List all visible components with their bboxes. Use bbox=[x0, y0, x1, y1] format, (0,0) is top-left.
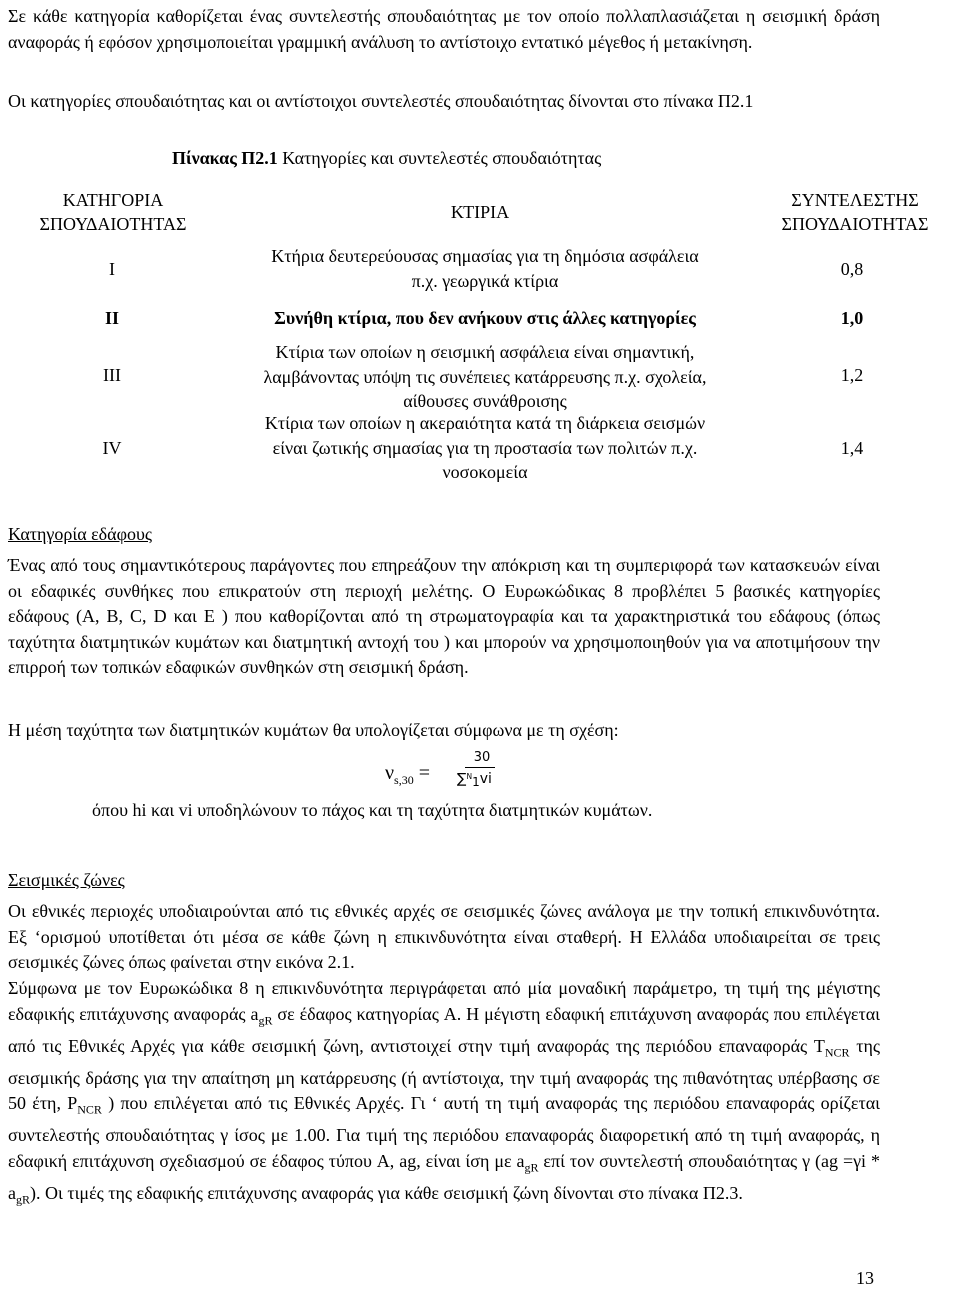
subscript: gR bbox=[16, 1192, 31, 1207]
formula-lhs bbox=[385, 762, 430, 788]
row-text-line: Κτίρια των οποίων η σεισμική ασφάλεια είναι σημαντική, bbox=[275, 342, 695, 362]
soil-category-heading: Κατηγορία εδάφους bbox=[8, 524, 153, 544]
row-text-line: είναι ζωτικής σημασίας για τη προστασία των πολιτών π.χ. bbox=[272, 437, 698, 458]
table-row-factor: 0,8 bbox=[840, 259, 864, 279]
page-number: 13 bbox=[856, 1268, 874, 1288]
row-text-line: π.χ. γεωργικά κτίρια bbox=[411, 270, 559, 291]
table-row-description bbox=[215, 411, 755, 485]
table-row-category: II bbox=[104, 308, 119, 328]
intro-paragraph-1: Σε κάθε κατηγορία καθορίζεται ένας συντελεστής σπουδαιότητας με τον οποίο πολλαπλασιάζεται η σεισμική δράση αναφοράς ή εφόσον χρησιμοποιείται γραμμική ανάλυση το αντίστοιχο εντατικό μέγεθος ή μετακίνηση. bbox=[8, 6, 880, 52]
table-row-factor: 1,2 bbox=[840, 365, 864, 385]
table-row-factor: 1,4 bbox=[840, 438, 864, 458]
text-run: ). Οι τιμές της εδαφικής επιτάχυνσης αναφοράς για κάθε σεισμική ζώνη δίνονται στο πίνακα Π2.3. bbox=[30, 1182, 743, 1203]
header-buildings: ΚΤΙΡΙΑ bbox=[450, 202, 510, 222]
header-factor-line1: ΣΥΝΤΕΛΕΣΤΗΣ bbox=[791, 190, 919, 210]
sum-symbol: ∑ bbox=[457, 771, 467, 787]
text-run: της σεισμικής δράσης για την απαίτηση μη κατάρρευσης (ή αντίστοιχα, την τιμή αναφοράς της πιθανότητας υπέρβασης σε 50 έτη, P bbox=[8, 1035, 880, 1114]
table-row-description bbox=[215, 340, 755, 414]
header-category bbox=[20, 188, 206, 236]
row-text-line: αίθουσες συνάθροισης bbox=[403, 391, 567, 411]
sum-lower: 1 bbox=[472, 774, 480, 789]
subscript: NCR bbox=[77, 1102, 102, 1117]
row-text-line: Κτήρια δευτερεύουσας σημασίας για τη δημόσια ασφάλεια bbox=[271, 246, 699, 266]
table-title bbox=[172, 148, 601, 169]
sum-upper: N bbox=[466, 772, 473, 781]
table-title-label: Πίνακας Π2.1 bbox=[172, 148, 278, 168]
table-row-description: Συνήθη κτίρια, που δεν ανήκουν στις άλλες κατηγορίες bbox=[274, 308, 696, 328]
soil-paragraph-1: Ένας από τους σημαντικότερους παράγοντες που επηρεάζουν την απόκριση και τη συμπεριφορά των κατασκευών είναι οι εδαφικές συνθήκες που επικρατούν στη περιοχή μελέτης. Ο Ευρωκώδικας 8 προβλέπει 5 βασικές κατηγορίες εδάφους (A, B, C, D και E ) που καθορίζονται από τη στρωματογραφία και τα χαρακτηριστικά του εδάφους (όπως ταχύτητα διατμητικών κυμάτων και διατμητική αντοχή του ) και μπορούν να χρησιμοποιηθούν για να αποτιμήσουν την επιρροή των τοπικών εδαφικών συνθηκών στη σεισμική δράση. bbox=[8, 555, 880, 677]
sum-variable: vi bbox=[479, 771, 492, 787]
row-text-line: λαμβάνοντας υπόψη τις συνέπειες κατάρρευσης π.χ. σχολεία, bbox=[263, 366, 707, 387]
zones-paragraph-1: Οι εθνικές περιοχές υποδιαιρούνται από τις εθνικές αρχές σε σεισμικές ζώνες ανάλογα με την τοπική επικινδυνότητα. Εξ ‘ορισμού υποτίθεται ότι μέσα σε κάθε ζώνη η επικινδυνότητα είναι σταθερή. Η Ελλάδα υποδιαιρείται σε τρεις σεισμικές ζώνες όπως φαίνεται στην εικόνα 2.1. bbox=[8, 901, 880, 972]
subscript: NCR bbox=[824, 1045, 850, 1060]
intro-paragraph-2: Οι κατηγορίες σπουδαιότητας και οι αντίστοιχοι συντελεστές σπουδαιότητας δίνονται στο πίνακα Π2.1 bbox=[8, 91, 754, 111]
header-factor bbox=[755, 188, 955, 236]
zones-paragraph-2 bbox=[8, 976, 880, 1213]
formula-equals: = bbox=[413, 762, 430, 784]
formula-numerator: 30 bbox=[473, 750, 491, 765]
table-row-category: III bbox=[103, 365, 121, 385]
table-title-text: Κατηγορίες και συντελεστές σπουδαιότητας bbox=[277, 148, 602, 168]
formula-symbol: ν bbox=[385, 762, 395, 784]
formula-denominator bbox=[457, 771, 492, 789]
header-category-line2: ΣΠΟΥΔΑΙΟΤΗΤΑΣ bbox=[39, 214, 187, 234]
table-row-description bbox=[215, 244, 755, 293]
header-factor-line2: ΣΠΟΥΔΑΙΟΤΗΤΑΣ bbox=[781, 214, 929, 234]
formula-note: όπου hi και vi υποδηλώνουν το πάχος και τη ταχύτητα διατμητικών κυμάτων. bbox=[92, 800, 653, 820]
row-text-line: νοσοκομεία bbox=[442, 462, 528, 482]
text-run: σε έδαφος κατηγορίας A. Η μέγιστη εδαφική επιτάχυνση αναφοράς που επιλέγεται από τις Εθνικές Αρχές για κάθε σεισμική ζώνη, αντιστοιχεί στην τιμή αναφοράς της περιόδου επαναφοράς T bbox=[8, 1003, 881, 1056]
row-text-line: Κτίρια των οποίων η ακεραιότητα κατά τη διάρκεια σεισμών bbox=[264, 413, 706, 433]
table-row-category: IV bbox=[102, 438, 122, 458]
subscript: gR bbox=[524, 1160, 539, 1175]
text-run: Σύμφωνα με τον Ευρωκώδικα 8 η επικινδυνότητα περιγράφεται από μία μοναδική παράμετρο, τη τιμή της μέγιστης εδαφικής επιτάχυνσης αναφοράς a bbox=[8, 978, 880, 1024]
seismic-zones-heading: Σεισμικές ζώνες bbox=[8, 870, 125, 890]
formula-subscript: s,30 bbox=[394, 773, 414, 787]
text-run: επί τον συντελεστή σπουδαιότητας γ (ag =γi * a bbox=[8, 1150, 880, 1203]
text-run: ) που επιλέγεται από τις Εθνικές Αρχές. Γι ‘ αυτή τη τιμή αναφοράς της περιόδου επαναφοράς ορίζεται συντελεστής σπουδαιότητας γ ίσος με 1.00. Για τιμή της περιόδου επαναφοράς διαφορετική από τη τιμή αναφοράς, η εδαφική επιτάχυνση σχεδιασμού σε έδαφος τύπου A, ag, είναι ίση με a bbox=[8, 1093, 880, 1171]
subscript: gR bbox=[258, 1013, 273, 1028]
fraction-bar bbox=[465, 767, 495, 768]
soil-paragraph-2: Η μέση ταχύτητα των διατμητικών κυμάτων θα υπολογίζεται σύμφωνα με τη σχέση: bbox=[8, 720, 619, 740]
table-row-category: I bbox=[109, 259, 115, 279]
header-category-line1: ΚΑΤΗΓΟΡΙΑ bbox=[62, 190, 164, 210]
table-row-factor: 1,0 bbox=[840, 308, 864, 328]
